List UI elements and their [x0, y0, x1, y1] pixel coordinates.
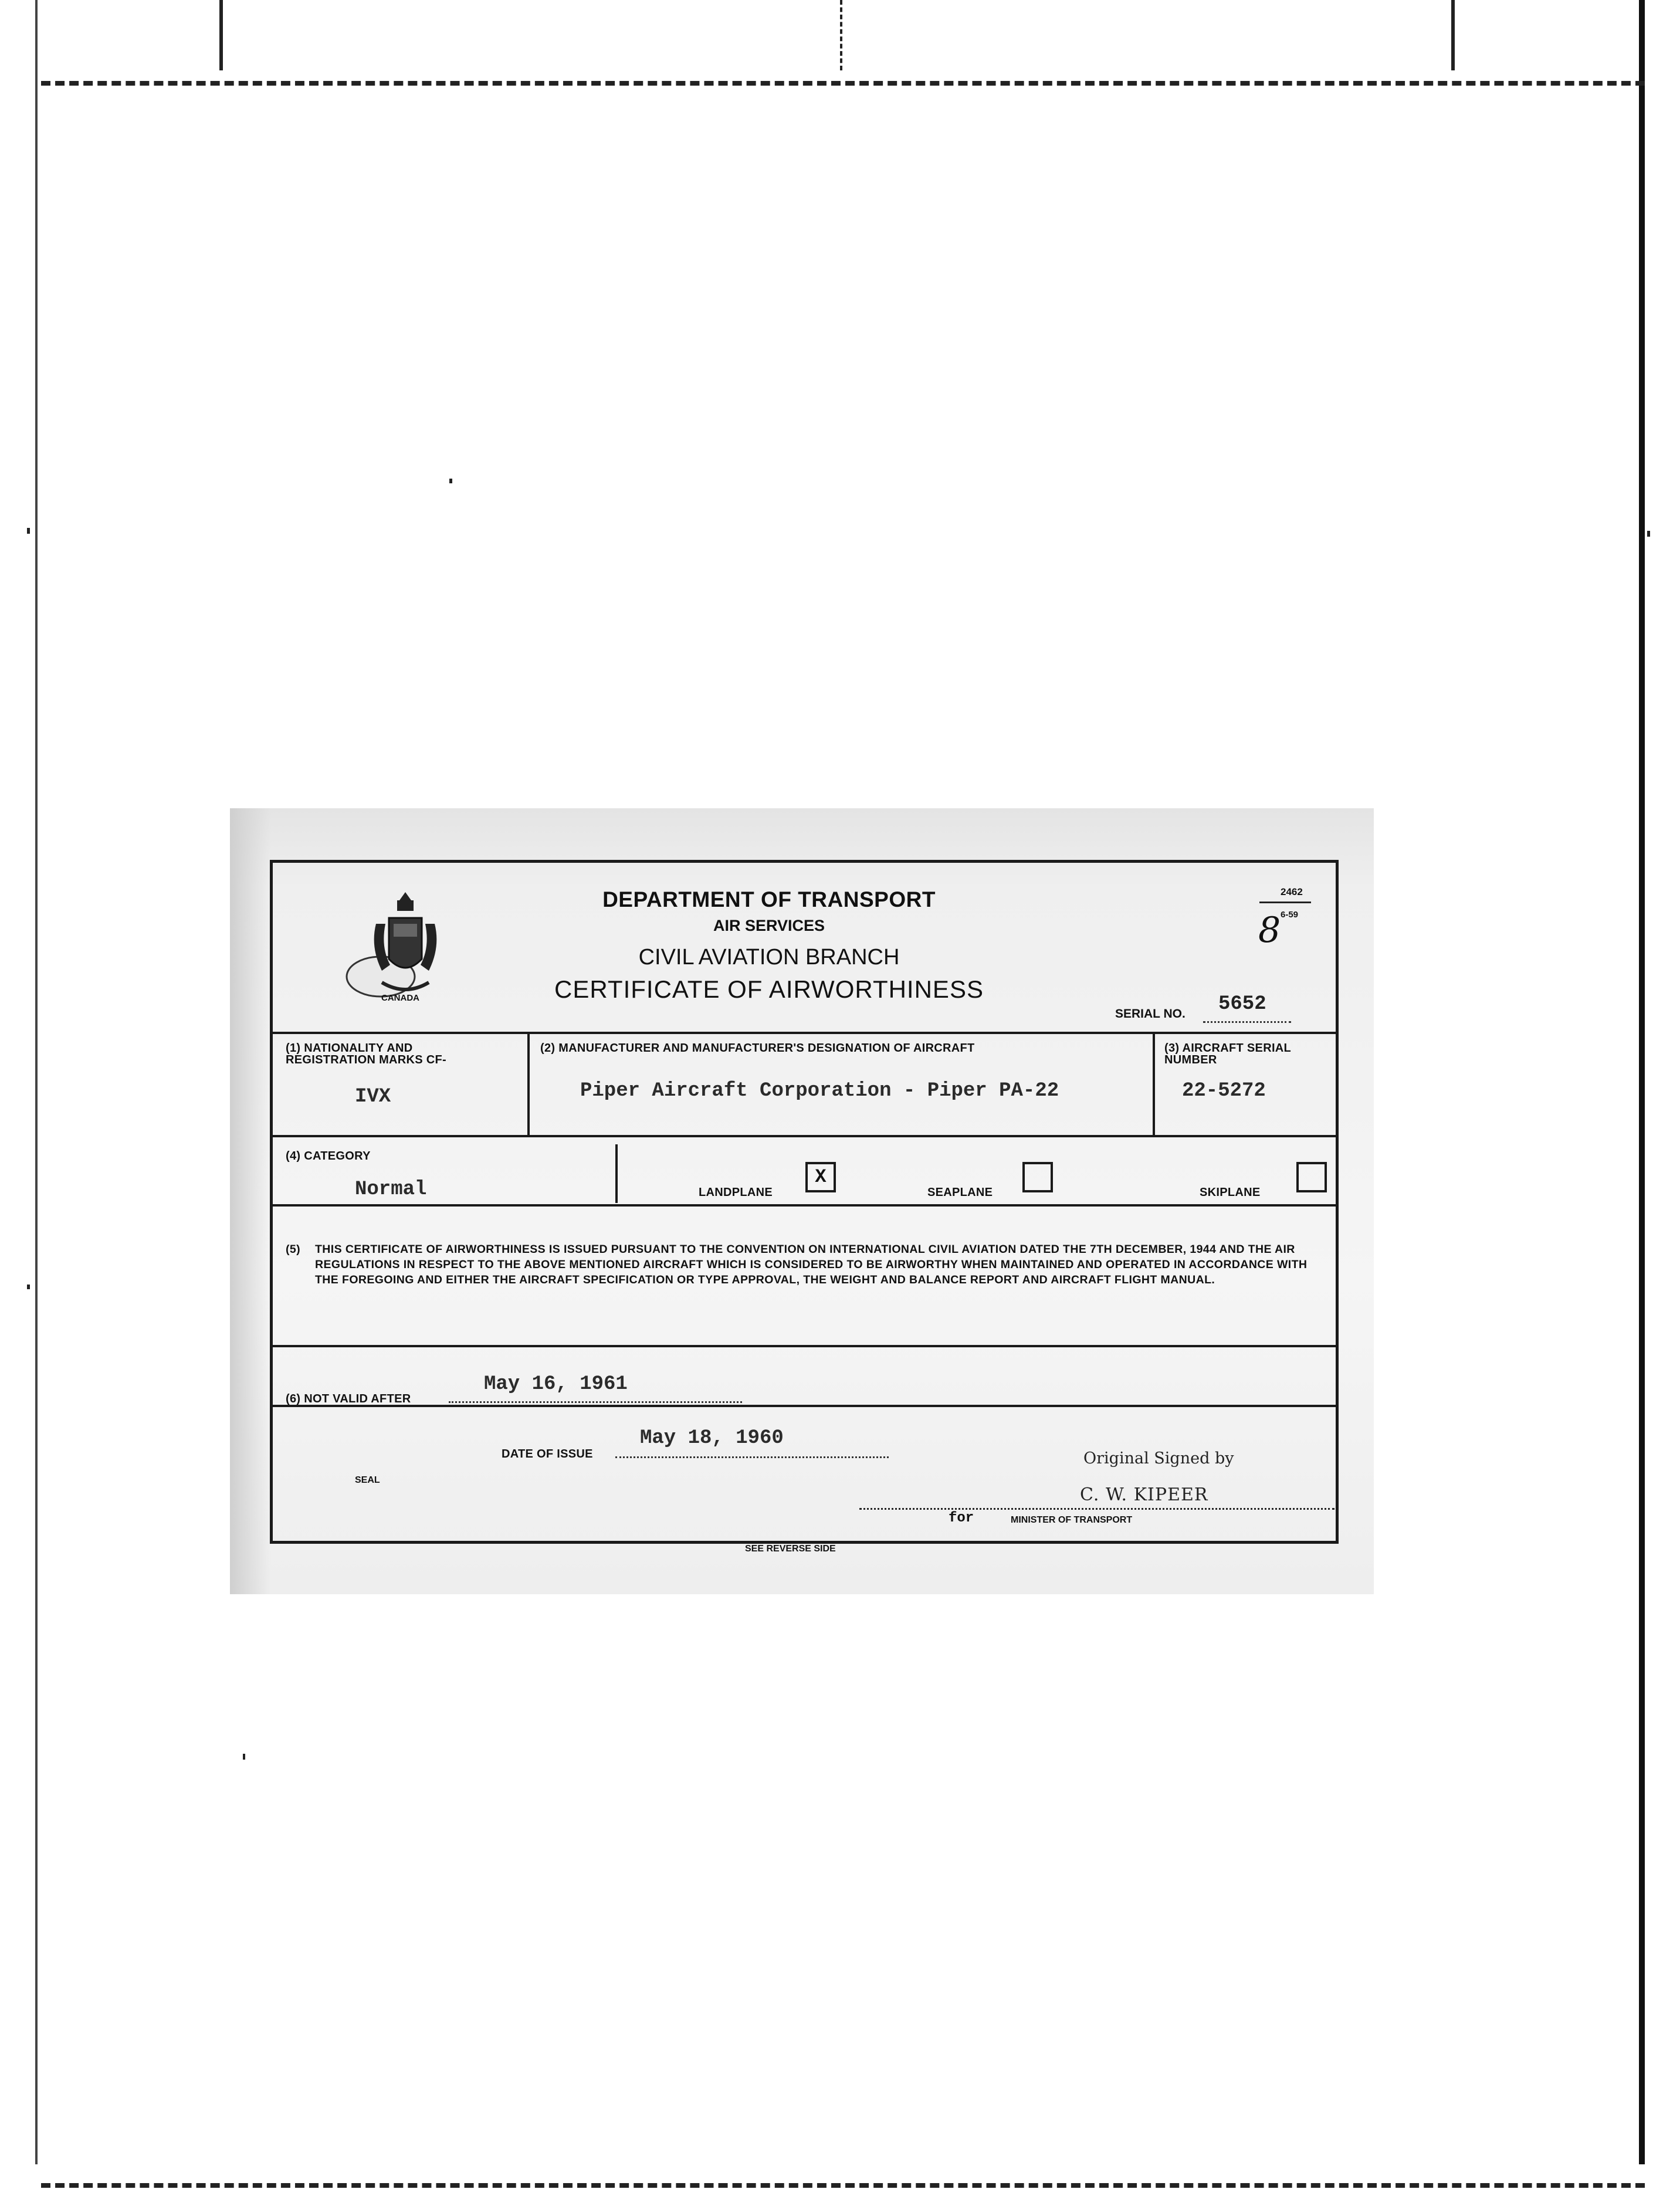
- branch-title: CIVIL AVIATION BRANCH: [638, 945, 900, 970]
- signer-name: C. W. KIPEER: [1080, 1485, 1208, 1505]
- top-edge-strip: [0, 0, 1680, 88]
- date-of-issue-label: DATE OF ISSUE: [502, 1448, 593, 1460]
- aircraft-serial-label: (3) AIRCRAFT SERIAL NUMBER: [1164, 1042, 1291, 1066]
- skiplane-label: SKIPLANE: [1200, 1186, 1261, 1199]
- bottom-edge-strip: [41, 2183, 1645, 2188]
- statement-number: (5): [286, 1243, 301, 1256]
- see-reverse-side-note: SEE REVERSE SIDE: [745, 1544, 836, 1554]
- top-strip-rule: [41, 81, 1645, 86]
- seal-label: SEAL: [355, 1475, 380, 1485]
- registration-marks-value: IVX: [355, 1086, 391, 1108]
- form-date: 6-59: [1281, 910, 1299, 920]
- serial-number-value: 5652: [1218, 993, 1266, 1015]
- seaplane-checkbox: [1022, 1162, 1053, 1192]
- skiplane-checkbox: [1296, 1162, 1327, 1192]
- nationality-label: (1) NATIONALITY AND REGISTRATION MARKS CF-: [286, 1042, 446, 1066]
- top-strip-divider: [219, 0, 223, 70]
- handwritten-mark: 8: [1258, 910, 1281, 951]
- landplane-label: LANDPLANE: [699, 1186, 773, 1199]
- aircraft-serial-value: 22-5272: [1182, 1080, 1266, 1102]
- top-strip-divider: [840, 0, 842, 70]
- category-value: Normal: [355, 1178, 427, 1201]
- serial-number-label: SERIAL NO.: [1115, 1007, 1186, 1021]
- category-label: (4) CATEGORY: [286, 1150, 371, 1163]
- certificate-of-airworthiness: [270, 860, 1339, 1544]
- not-valid-after-value: May 16, 1961: [484, 1373, 628, 1395]
- manufacturer-value: Piper Aircraft Corporation - Piper PA-22: [580, 1080, 1059, 1102]
- original-signed-note: Original Signed by: [1083, 1449, 1234, 1468]
- top-strip-divider: [1451, 0, 1455, 70]
- date-of-issue-value: May 18, 1960: [640, 1427, 784, 1449]
- seaplane-label: SEAPLANE: [927, 1186, 993, 1199]
- crest-label: CANADA: [381, 993, 419, 1003]
- landplane-checkbox: X: [805, 1162, 836, 1192]
- manufacturer-label: (2) MANUFACTURER AND MANUFACTURER'S DESIGNATION OF AIRCRAFT: [540, 1042, 975, 1055]
- not-valid-after-label: (6) NOT VALID AFTER: [286, 1392, 411, 1405]
- form-number: 2462: [1281, 886, 1303, 897]
- for-label: for: [949, 1510, 974, 1526]
- department-title: DEPARTMENT OF TRANSPORT: [602, 887, 936, 911]
- certificate-statement: [286, 1242, 1324, 1287]
- statement-text: THIS CERTIFICATE OF AIRWORTHINESS IS ISSUED PURSUANT TO THE CONVENTION ON INTERNATIONAL CIVIL AVIATION DATED THE 7TH DECEMBER, 1944 AND THE AIR REGULATIONS IN RESPECT TO THE ABOVE MENTIONED AIRCRAFT WHICH IS CONSIDERED TO BE AIRWORTHY WHEN MAINTAINED AND OPERATED IN ACCORDANCE WITH THE FOREGOING AND EITHER THE AIRCRAFT SPECIFICATION OR TYPE APPROVAL, THE WEIGHT AND BALANCE REPORT AND AIRCRAFT FLIGHT MANUAL.: [315, 1243, 1308, 1286]
- certificate-title: CERTIFICATE OF AIRWORTHINESS: [554, 975, 984, 1003]
- minister-label: MINISTER OF TRANSPORT: [1011, 1515, 1133, 1525]
- service-title: AIR SERVICES: [713, 917, 825, 934]
